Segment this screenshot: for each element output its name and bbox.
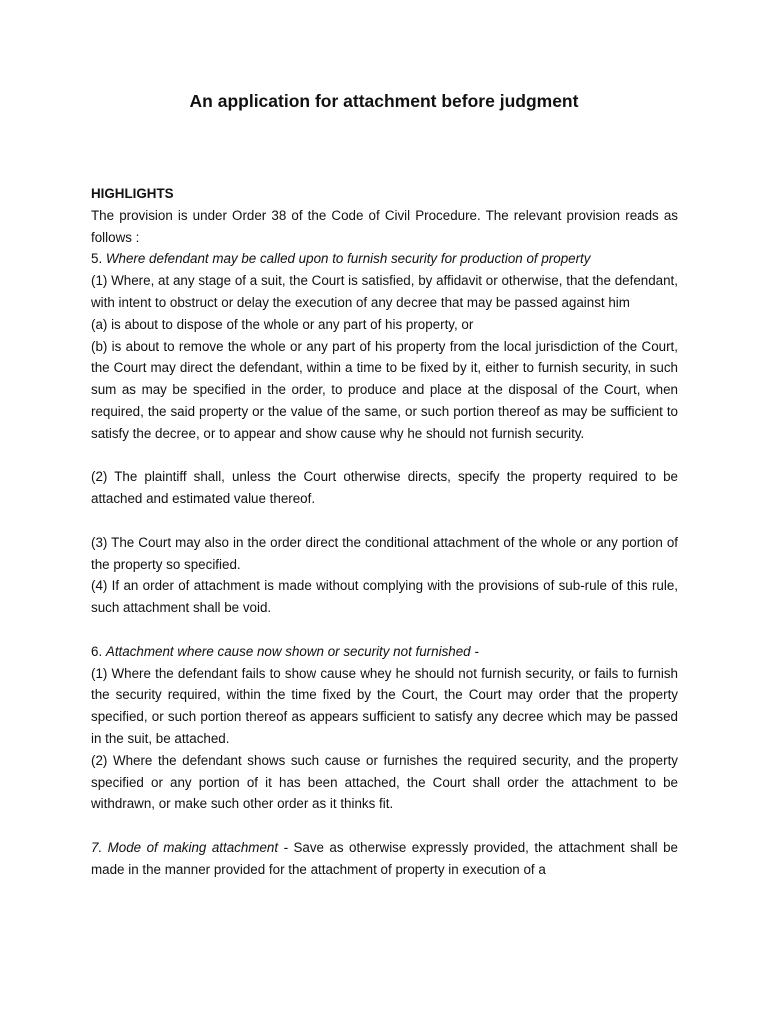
rule6-subrule-2: (2) Where the defendant shows such cause or furnishes the required security, and the property specified or any portion of it has been attached, the Court shall order the attachment to be withdrawn, or make such other order as it thinks fit. xyxy=(91,752,678,812)
paragraph-gap xyxy=(91,445,678,467)
rule7-paragraph xyxy=(91,837,678,881)
rule5-subrule-3: (3) The Court may also in the order direct the conditional attachment of the whole or any portion of the property so specified. xyxy=(91,534,678,572)
document-body xyxy=(91,183,678,881)
rule6-heading: Attachment where cause now shown or security not furnished - xyxy=(105,643,479,659)
intro-paragraph: The provision is under Order 38 of the Code of Civil Procedure. The relevant provision reads as follows : xyxy=(91,207,678,245)
rule7-heading: 7. Mode of making attachment - xyxy=(91,839,288,855)
rule6-heading-line xyxy=(91,641,678,663)
rule7-text: Save as otherwise expressly provided, the attachment shall be made in the manner provided for the attachment of property in execution of a xyxy=(91,839,678,877)
rule5-subrule-2: (2) The plaintiff shall, unless the Court otherwise directs, specify the property required to be attached and estimated value thereof. xyxy=(91,469,678,507)
paragraph-gap xyxy=(91,815,678,837)
highlights-heading: HIGHLIGHTS xyxy=(91,186,174,201)
paragraph-gap xyxy=(91,619,678,641)
rule5-clause-a: (a) is about to dispose of the whole or any part of his property, or xyxy=(91,316,474,332)
paragraph-gap xyxy=(91,510,678,532)
rule6-number: 6. xyxy=(91,643,106,659)
rule5-heading-line xyxy=(91,248,678,270)
rule5-heading: Where defendant may be called upon to furnish security for production of property xyxy=(105,251,591,267)
rule6-subrule-1: (1) Where the defendant fails to show cause whey he should not furnish security, or fails to furnish the security required, within the time fixed by the Court, the Court may order that the property specified, or such portion thereof as appears sufficient to satisfy any decree which may be passed in the suit, be attached. xyxy=(91,665,678,746)
rule5-number: 5. xyxy=(91,251,106,267)
rule5-clause-b: (b) is about to remove the whole or any part of his property from the local jurisdiction of the Court, the Court may direct the defendant, within a time to be fixed by it, either to furnish security, in such sum as may be specified in the order, to produce and place at the disposal of the Court, when required, the said property or the value of the same, or such portion thereof as may be sufficient to satisfy the decree, or to appear and show cause why he should not furnish security. xyxy=(91,338,678,441)
rule5-subrule-4: (4) If an order of attachment is made without complying with the provisions of sub-rule of this rule, such attachment shall be void. xyxy=(91,578,678,616)
document-title: An application for attachment before judgment xyxy=(189,91,579,111)
rule5-subrule-1: (1) Where, at any stage of a suit, the Court is satisfied, by affidavit or otherwise, that the defendant, with intent to obstruct or delay the execution of any decree that may be passed against him xyxy=(91,273,678,310)
